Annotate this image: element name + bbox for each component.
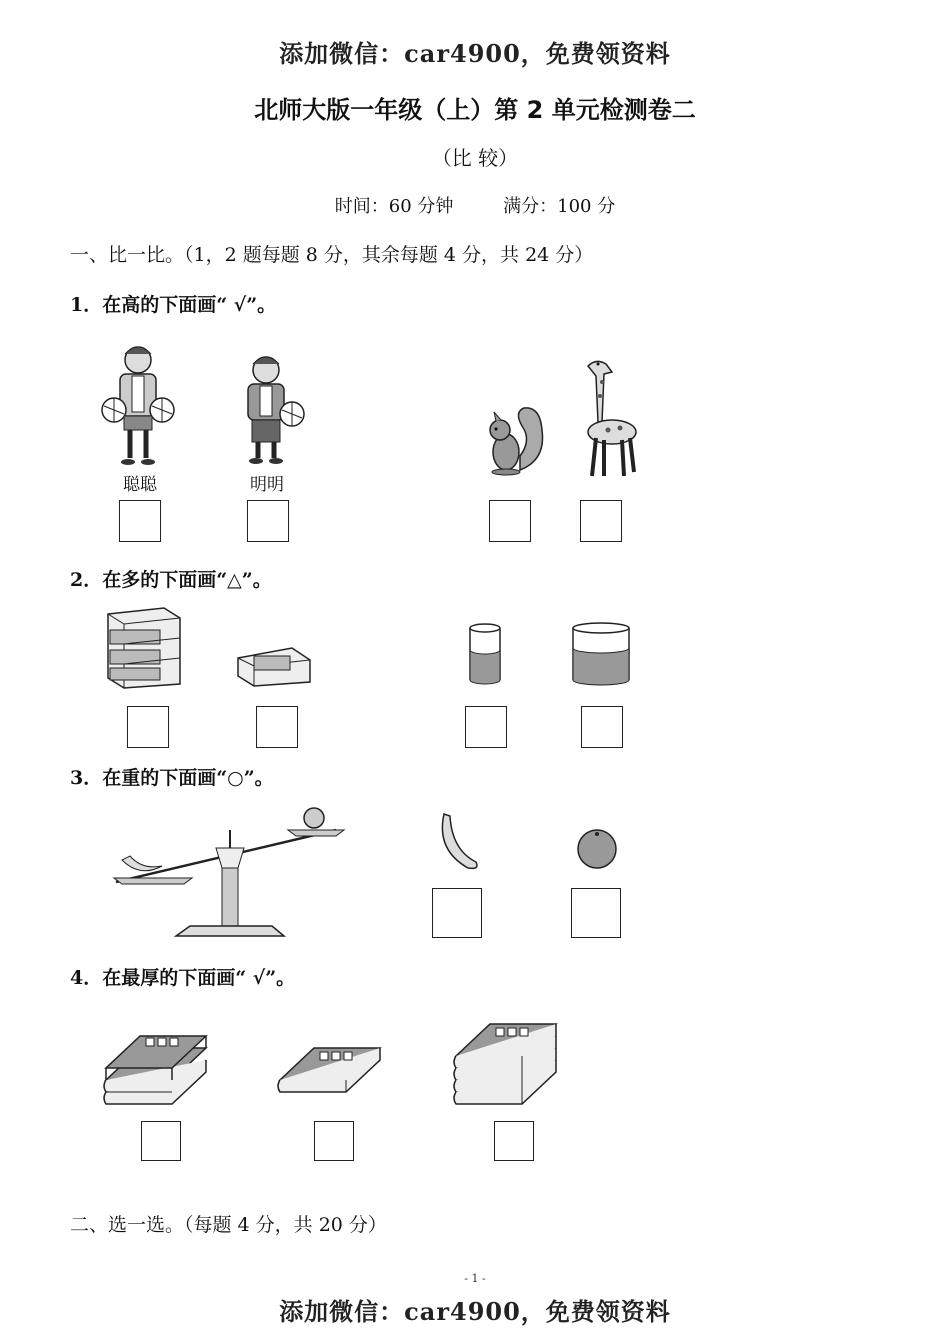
answer-box-q2-shelf-tall[interactable] [127,706,169,748]
banana-image [436,810,482,872]
balance-scale-image [112,804,348,944]
caption-mingming: 明明 [250,475,284,495]
squirrel-image [484,400,546,476]
page-number: - 1 - [464,1272,486,1285]
answer-box-q2-shelf-short[interactable] [256,706,298,748]
answer-box-q1-mingming[interactable] [247,500,289,542]
glass-wide-image [570,622,632,688]
orange-image [574,826,620,870]
answer-box-q1-squirrel[interactable] [489,500,531,542]
answer-box-q2-glass-wide[interactable] [581,706,623,748]
boy-mingming-image [226,350,306,470]
answer-box-q1-congcong[interactable] [119,500,161,542]
section-2-heading: 二、选一选。（每题 4 分，共 20 分） [70,1214,387,1236]
score-label: 满分：100 分 [503,196,616,217]
bookshelf-short-image [236,644,312,688]
exam-info [0,192,950,218]
books-stack-three-image [450,1014,562,1108]
watermark-bottom: 添加微信：car4900，免费领资料 [279,1297,671,1326]
time-label: 时间：60 分钟 [334,196,454,217]
question-1: 1．在高的下面画“ √”。 [70,294,277,316]
answer-box-q2-glass-narrow[interactable] [465,706,507,748]
answer-box-q4-book-single[interactable] [314,1121,354,1161]
boy-congcong-image [98,340,178,470]
glass-narrow-image [466,622,504,688]
books-stack-two-image [100,1022,212,1108]
question-4: 4．在最厚的下面画“ √”。 [70,967,296,989]
answer-box-q3-banana[interactable] [432,888,482,938]
answer-box-q1-giraffe[interactable] [580,500,622,542]
question-2: 2．在多的下面画“△”。 [70,569,272,591]
bookshelf-tall-image [104,604,184,688]
caption-congcong: 聪聪 [123,475,157,495]
page-title: 北师大版一年级（上）第 2 单元检测卷二 [254,96,696,124]
section-1-heading: 一、比一比。（1，2 题每题 8 分，其余每题 4 分，共 24 分） [70,244,594,266]
page-subtitle: （比 较） [431,146,519,170]
answer-box-q4-books-two[interactable] [141,1121,181,1161]
answer-box-q4-books-three[interactable] [494,1121,534,1161]
watermark-top: 添加微信：car4900，免费领资料 [279,39,671,68]
question-3: 3．在重的下面画“○”。 [70,767,274,789]
answer-box-q3-orange[interactable] [571,888,621,938]
book-single-image [274,1036,386,1100]
giraffe-image [568,352,642,482]
